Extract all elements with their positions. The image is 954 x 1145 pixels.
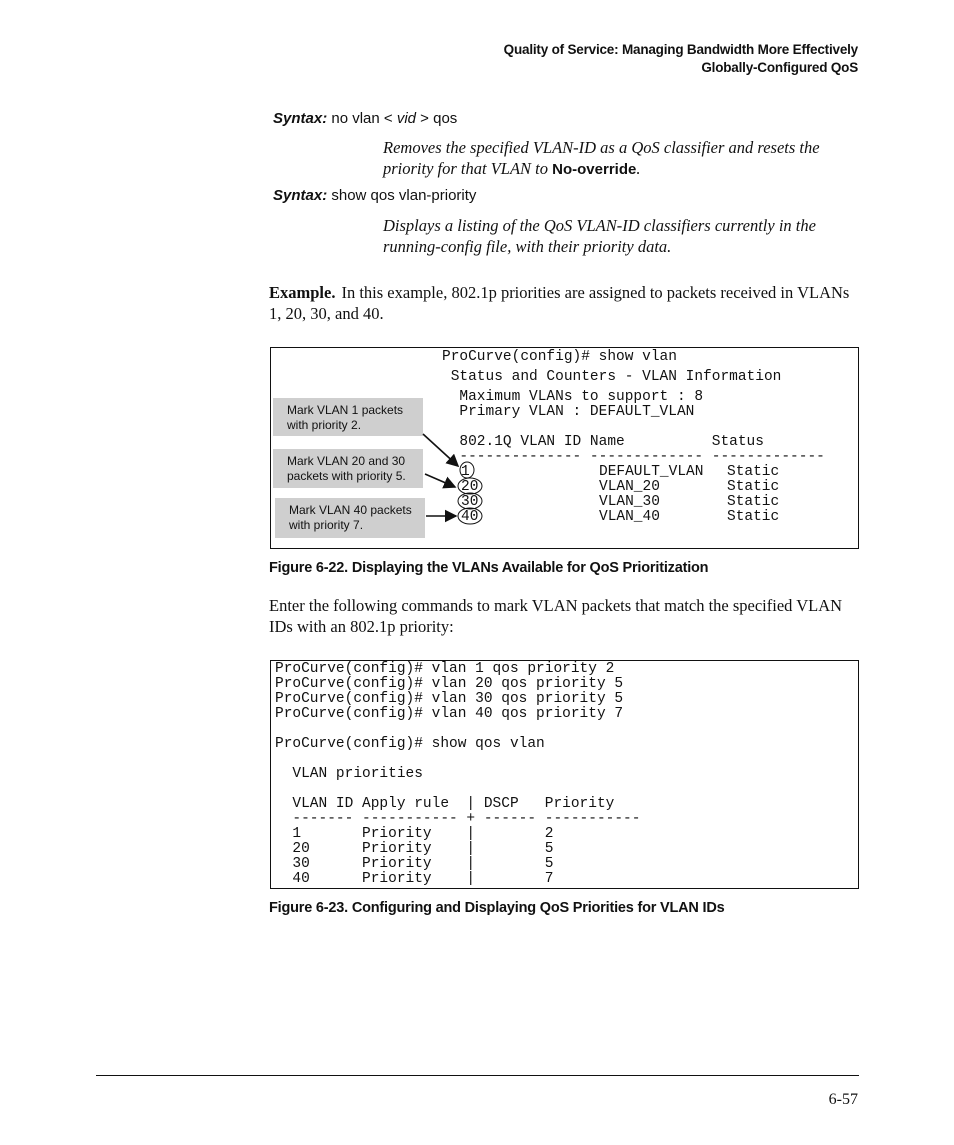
terminal-line: VLAN ID Apply rule | DSCP Priority [275, 796, 615, 812]
terminal-line: ProCurve(config)# show qos vlan [275, 736, 545, 752]
vlan-row-name: DEFAULT_VLAN [599, 464, 704, 480]
vlan-row-status: Static [727, 464, 780, 480]
running-header-subtitle: Globally-Configured QoS [701, 60, 858, 75]
syntax-label: Syntax: [273, 110, 328, 127]
vlan-row-status: Static [727, 509, 780, 525]
arrow-to-vlan-1 [423, 434, 458, 466]
terminal-line: ProCurve(config)# vlan 30 qos priority 5 [275, 691, 624, 707]
circle-vlan-1 [460, 462, 474, 478]
example-text: In this example, 802.1p priorities are assigned to packets received in VLANs 1, 20, 30, and 40. [269, 283, 850, 323]
terminal-line: 802.1Q VLAN ID Name Status [442, 434, 764, 450]
circle-vlan-20 [458, 478, 482, 494]
terminal-line: 20 Priority | 5 [275, 841, 554, 857]
callout-vlan-40: Mark VLAN 40 packets with priority 7. [275, 498, 425, 538]
example-lead: Example. [269, 283, 336, 302]
vlan-row-name: VLAN_20 [599, 479, 660, 495]
terminal-line: Status and Counters - VLAN Information [442, 369, 782, 385]
terminal-line: -------------- ------------- ------------- [442, 449, 825, 465]
terminal-line: ProCurve(config)# vlan 20 qos priority 5 [275, 676, 624, 692]
terminal-line: ProCurve(config)# vlan 1 qos priority 2 [275, 661, 615, 677]
terminal-line: ProCurve(config)# vlan 40 qos priority 7 [275, 706, 624, 722]
terminal-line: Primary VLAN : DEFAULT_VLAN [442, 404, 695, 420]
syntax-command-pre: no vlan < [331, 110, 397, 127]
vlan-row-name: VLAN_30 [599, 494, 660, 510]
terminal-line: 40 Priority | 7 [275, 871, 554, 887]
footer-rule [96, 1075, 859, 1076]
vlan-row-status: Static [727, 494, 780, 510]
syntax-label: Syntax: [273, 187, 328, 204]
description-end: . [636, 159, 641, 178]
callout-vlan-1: Mark VLAN 1 packets with priority 2. [273, 398, 423, 436]
vlan-row-id: 20 [461, 479, 479, 495]
syntax-command-var: vid [396, 110, 417, 127]
terminal-line: 1 Priority | 2 [275, 826, 554, 842]
terminal-line: Maximum VLANs to support : 8 [442, 389, 704, 405]
syntax-command: show qos vlan-priority [331, 187, 477, 204]
arrow-to-vlan-20 [425, 474, 455, 487]
page-number: 6-57 [828, 1091, 858, 1108]
commands-intro-paragraph: Enter the following commands to mark VLAN packets that match the specified VLAN IDs with an 802.1p priority: [269, 596, 843, 636]
figure-6-23-caption: Figure 6-23. Configuring and Displaying QoS Priorities for VLAN IDs [269, 900, 725, 916]
callout-vlan-20-30: Mark VLAN 20 and 30 packets with priority 5. [273, 449, 423, 488]
terminal-line: 30 Priority | 5 [275, 856, 554, 872]
circle-vlan-30 [458, 493, 482, 509]
running-header-title: Quality of Service: Managing Bandwidth More Effectively [503, 42, 858, 57]
vlan-row-name: VLAN_40 [599, 509, 660, 525]
vlan-row-id: 40 [461, 509, 479, 525]
syntax-show-qos-description: Displays a listing of the QoS VLAN-ID classifiers currently in the running-config file, with their priority data. [383, 216, 816, 256]
vlan-row-status: Static [727, 479, 780, 495]
syntax-command-post: > qos [416, 110, 458, 127]
figure-6-23-terminal [270, 660, 859, 889]
terminal-line: ProCurve(config)# show vlan [442, 349, 677, 365]
description-text: Removes the specified VLAN-ID as a QoS classifier and resets the priority for that VLAN to [383, 138, 820, 178]
terminal-line: ------- ----------- + ------ ----------- [275, 811, 641, 827]
terminal-line: VLAN priorities [275, 766, 423, 782]
figure-6-22-caption: Figure 6-22. Displaying the VLANs Available for QoS Prioritization [269, 560, 709, 576]
circle-vlan-40 [458, 508, 482, 524]
vlan-row-id: 30 [461, 494, 479, 510]
vlan-row-id: 1 [461, 464, 470, 480]
no-override-term: No-override [552, 161, 637, 178]
